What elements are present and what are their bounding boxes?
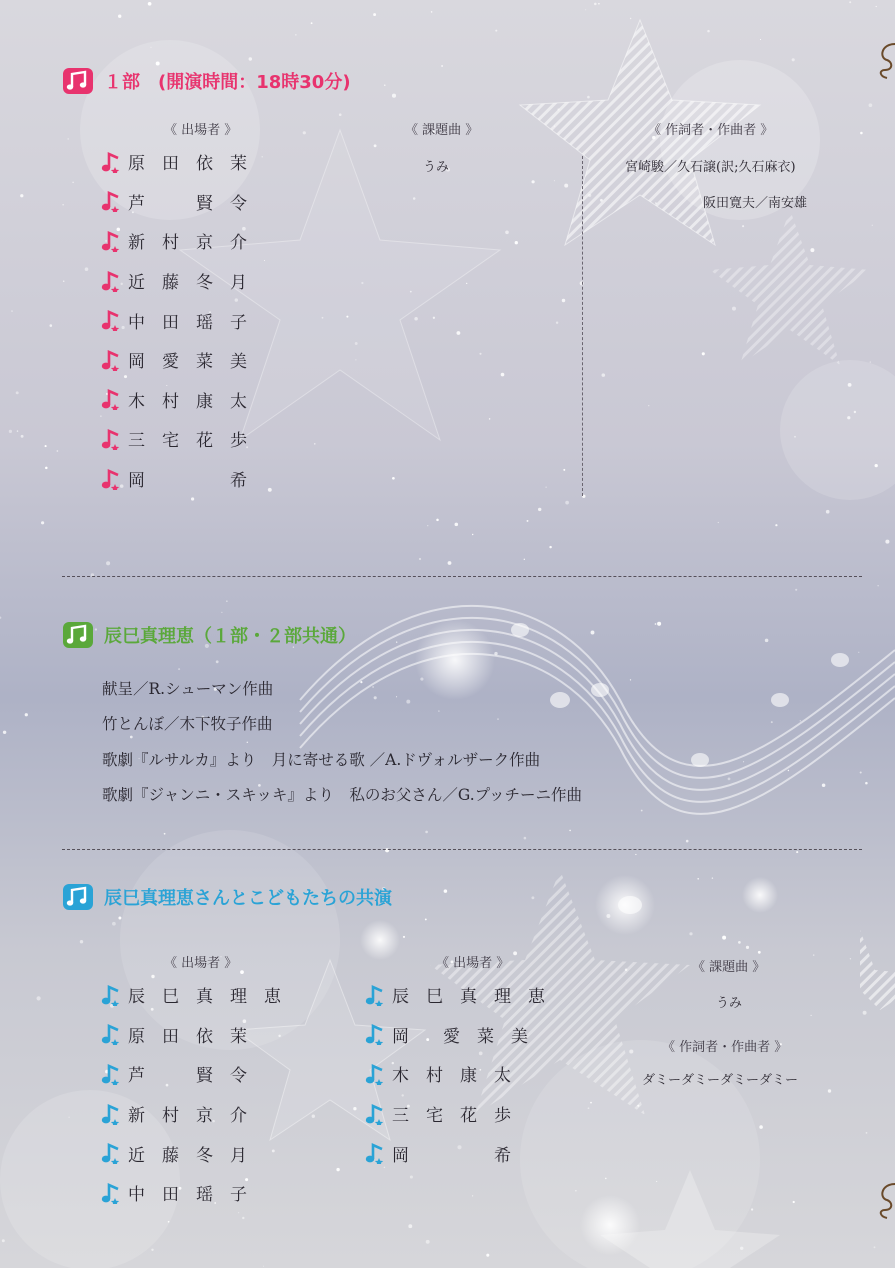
performer-name: 岡 愛 菜 美	[128, 352, 247, 373]
music-note-icon	[100, 309, 122, 331]
performer-item	[100, 1173, 288, 1213]
performer-name: 近 藤 冬 月	[128, 1145, 247, 1166]
performer-name: 木 村 康 太	[128, 391, 247, 412]
music-note-icon	[364, 984, 386, 1006]
performer-name: 辰 巳 真 理 恵	[392, 987, 545, 1008]
performer-list-section-3-right	[364, 975, 552, 1173]
music-note-icon	[100, 190, 122, 212]
performer-name: 原 田 依 茉	[128, 154, 247, 175]
music-note-icon	[100, 349, 122, 371]
performer-item	[100, 142, 288, 182]
corner-ornament-bottom	[875, 1180, 895, 1220]
performer-name: 中 田 瑶 子	[128, 1185, 247, 1206]
performer-item	[100, 419, 288, 459]
performer-name: 岡 愛 菜 美	[392, 1026, 528, 1047]
performer-item	[100, 975, 288, 1015]
song-title-3: うみ	[716, 996, 743, 1011]
performers-header-left: 《 出場者 》	[164, 956, 238, 971]
work-item: 献呈／R.シューマン作曲	[102, 680, 274, 698]
performer-name: 新 村 京 介	[128, 1106, 247, 1127]
performers-header-right: 《 出場者 》	[436, 956, 510, 971]
music-note-icon	[100, 230, 122, 252]
performer-name: 近 藤 冬 月	[128, 273, 247, 294]
section-2-title: 辰巳真理恵（１部・２部共通）	[104, 626, 356, 647]
section-3-title: 辰巳真理恵さんとこどもたちの共演	[104, 888, 392, 909]
song-header-3: 《 課題曲 》	[692, 960, 766, 975]
music-note-icon	[364, 1063, 386, 1085]
composer-header-3: 《 作詞者・作曲者 》	[662, 1040, 788, 1055]
performer-item	[100, 459, 288, 499]
song-header: 《 課題曲 》	[405, 123, 479, 138]
music-note-icon	[364, 1142, 386, 1164]
music-note-icon	[364, 1023, 386, 1045]
section-1-heading	[62, 64, 351, 98]
section-3-heading	[62, 880, 392, 914]
music-note-icon	[100, 270, 122, 292]
section-divider	[62, 849, 862, 850]
composer-header: 《 作詞者・作曲者 》	[648, 123, 774, 138]
performer-item	[100, 300, 288, 340]
music-note-icon	[100, 151, 122, 173]
music-note-icon	[100, 984, 122, 1006]
performer-list-section-1	[100, 142, 288, 498]
performer-item	[364, 1015, 552, 1055]
composer-line-2: 阪田寛夫／南安雄	[703, 196, 808, 211]
music-note-icon	[100, 468, 122, 490]
performer-item	[100, 1015, 288, 1055]
performer-name: 原 田 依 茉	[128, 1026, 247, 1047]
performer-item	[100, 1133, 288, 1173]
music-note-icon	[100, 1182, 122, 1204]
performer-item	[100, 380, 288, 420]
corner-ornament-top	[875, 40, 895, 80]
performer-item	[100, 182, 288, 222]
music-note-green-icon	[62, 619, 94, 651]
performer-name: 芦 賢 令	[128, 1066, 247, 1087]
music-note-icon	[100, 1023, 122, 1045]
music-note-pink-icon	[62, 65, 94, 97]
music-note-icon	[364, 1103, 386, 1125]
performer-list-section-3-left	[100, 975, 288, 1213]
composer-3: ダミーダミーダミーダミー	[642, 1073, 799, 1088]
performer-item	[364, 1133, 552, 1173]
performer-item	[100, 221, 288, 261]
performer-name: 中 田 瑶 子	[128, 312, 247, 333]
performer-name: 三 宅 花 歩	[392, 1106, 511, 1127]
work-item: 歌劇『ルサルカ』より 月に寄せる歌 ／A.ドヴォルザーク作曲	[102, 751, 541, 769]
music-note-icon	[100, 1063, 122, 1085]
music-note-icon	[100, 428, 122, 450]
performer-item	[100, 1054, 288, 1094]
performer-item	[100, 261, 288, 301]
performer-name: 三 宅 花 歩	[128, 431, 247, 452]
performer-item	[364, 975, 552, 1015]
performer-item	[100, 340, 288, 380]
performer-item	[364, 1094, 552, 1134]
performer-name: 木 村 康 太	[392, 1066, 511, 1087]
performer-item	[364, 1054, 552, 1094]
performers-header: 《 出場者 》	[164, 123, 238, 138]
composer-line-1: 宮崎駿／久石譲(訳;久石麻衣)	[625, 160, 796, 175]
work-item: 竹とんぼ／木下牧子作曲	[102, 715, 273, 733]
performer-name: 新 村 京 介	[128, 233, 247, 254]
performer-name: 芦 賢 令	[128, 193, 247, 214]
performer-item	[100, 1094, 288, 1134]
section-2-heading	[62, 618, 356, 652]
music-note-blue-icon	[62, 881, 94, 913]
music-note-icon	[100, 1142, 122, 1164]
section-divider	[62, 576, 862, 577]
song-title: うみ	[423, 160, 450, 175]
column-divider	[582, 156, 583, 496]
section-1-title: １部 (開演時間：18時30分)	[104, 72, 351, 93]
work-item: 歌劇『ジャンニ・スキッキ』より 私のお父さん／G.プッチーニ作曲	[102, 786, 583, 804]
performer-name: 岡 希	[128, 471, 247, 492]
music-note-icon	[100, 1103, 122, 1125]
music-note-icon	[100, 388, 122, 410]
performer-name: 辰 巳 真 理 恵	[128, 987, 281, 1008]
performer-name: 岡 希	[392, 1145, 511, 1166]
